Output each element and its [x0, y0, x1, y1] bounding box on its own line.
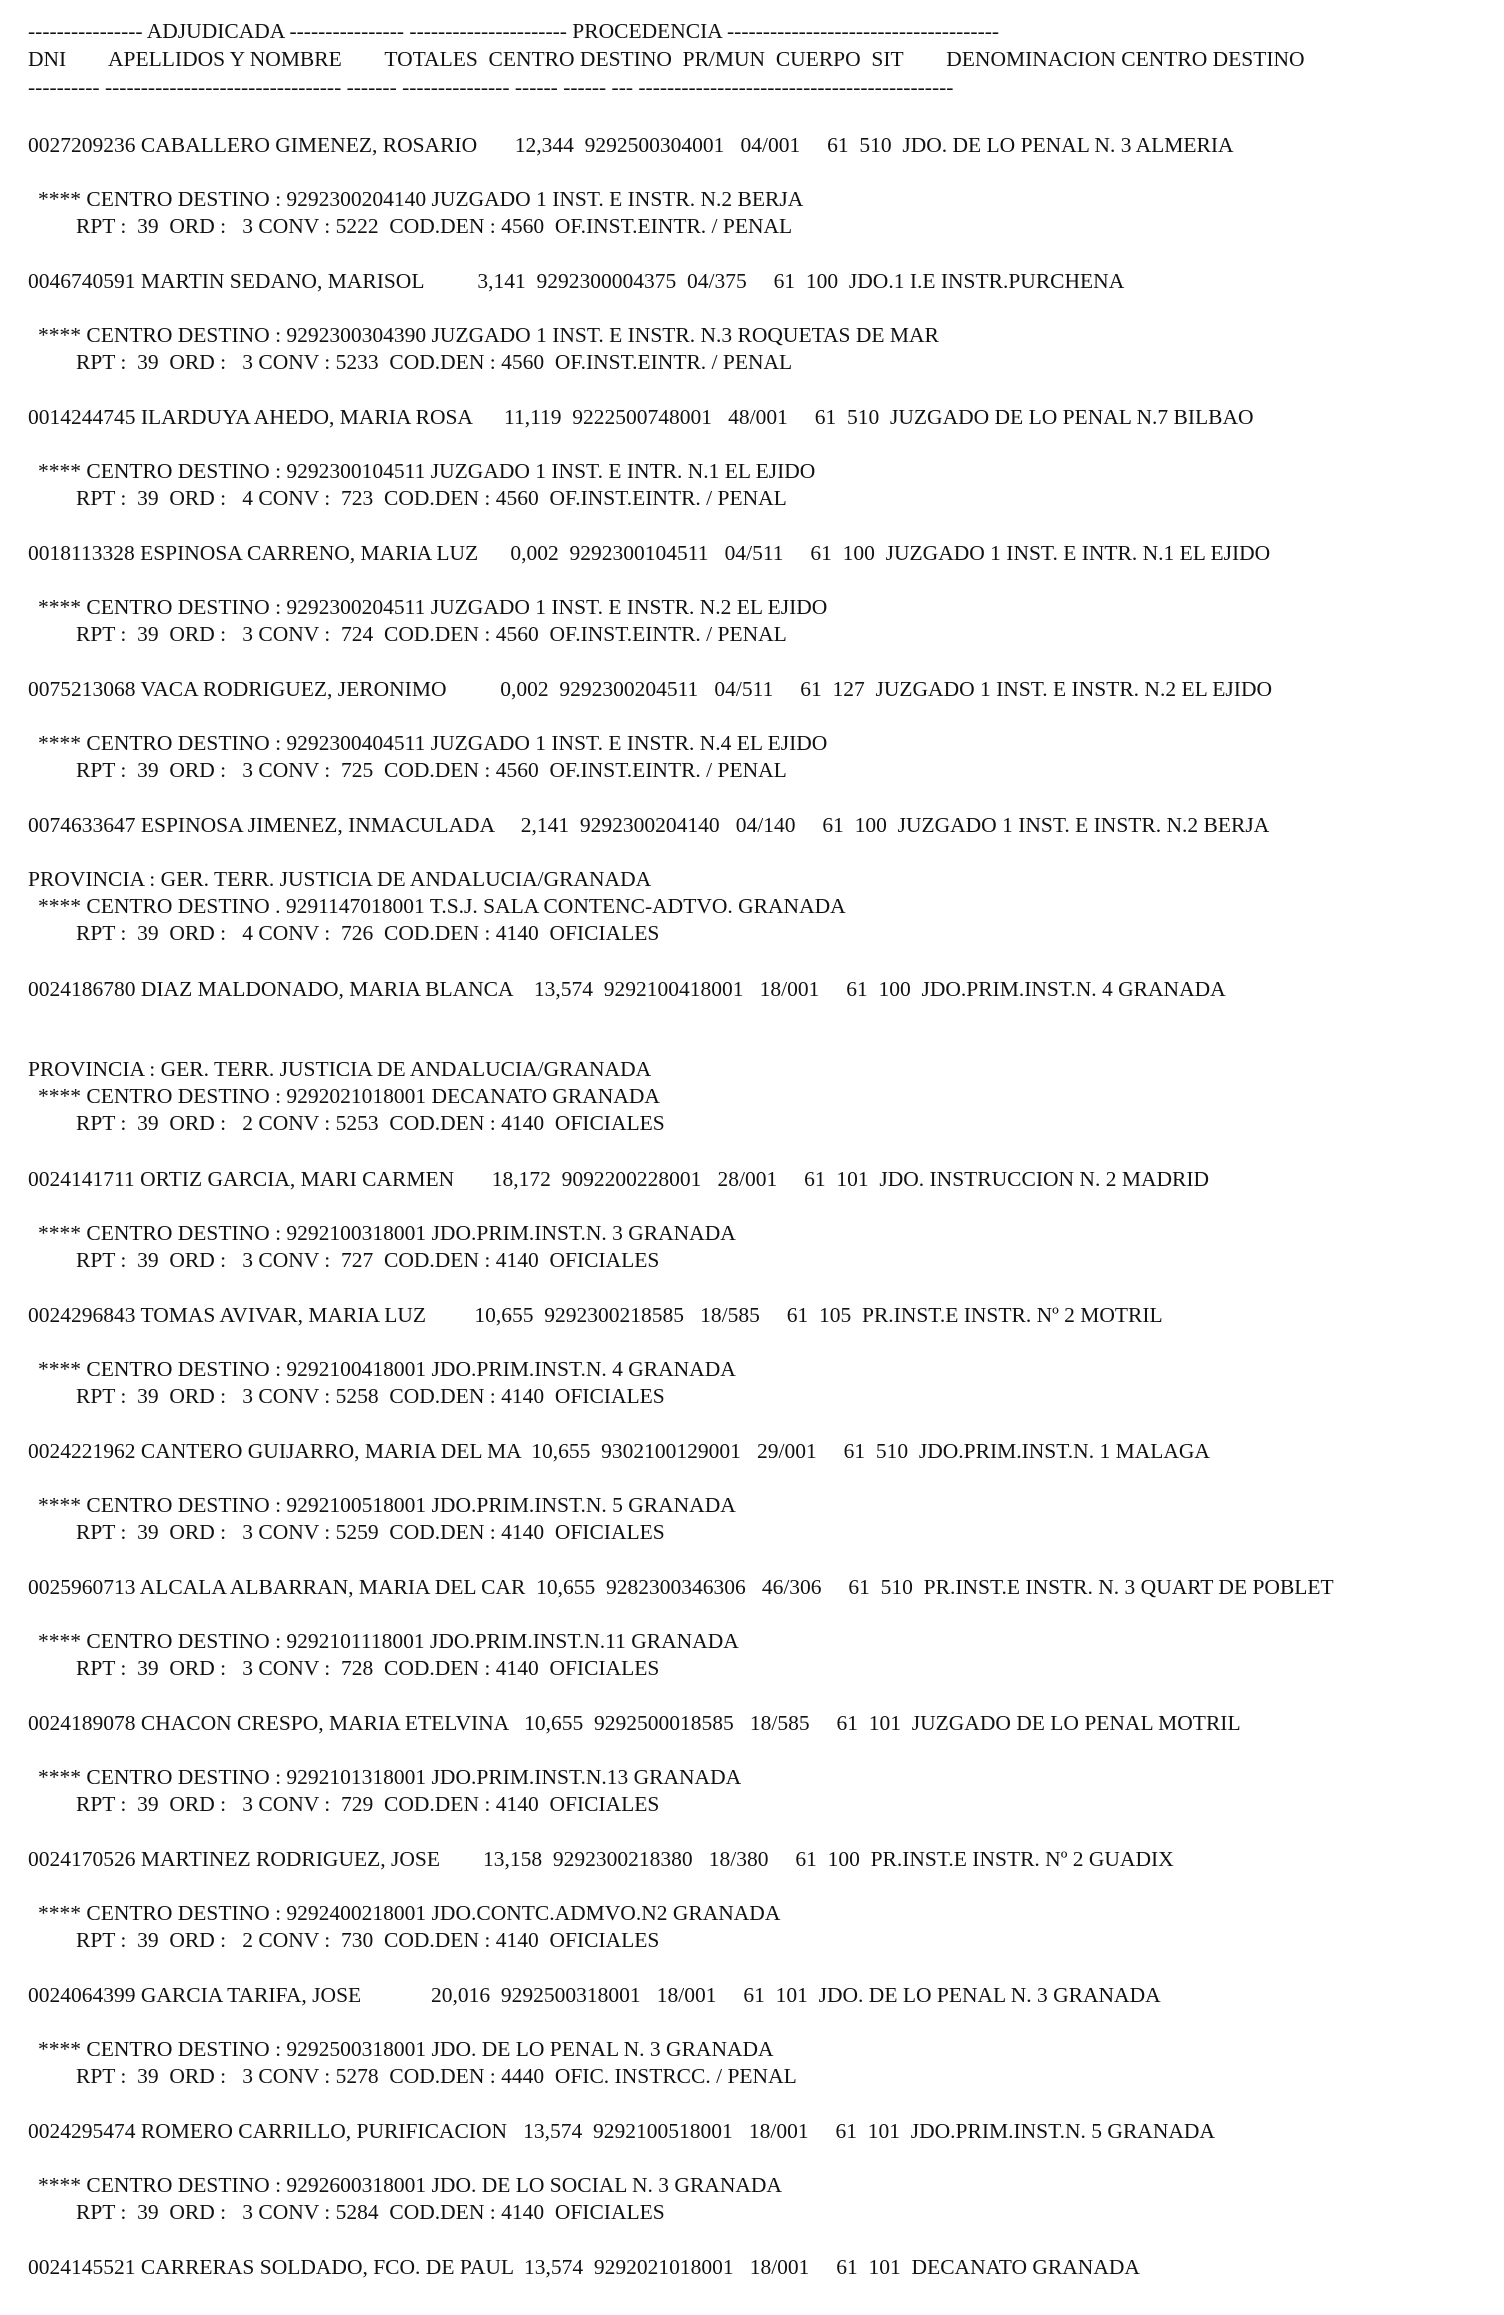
centro-destino-line: **** CENTRO DESTINO : 9292100418001 JDO.PRIM.INST.N. 4 GRANADA: [38, 1357, 736, 1381]
centro-destino-line: **** CENTRO DESTINO : 9292300104511 JUZGADO 1 INST. E INTR. N.1 EL EJIDO: [38, 459, 816, 483]
record-line: 0024170526 MARTINEZ RODRIGUEZ, JOSE 13,158 9292300218380 18/380 61 100 PR.INST.E INSTR. Nº 2 GUADIX: [28, 1847, 1174, 1871]
record-line: 0014244745 ILARDUYA AHEDO, MARIA ROSA 11,119 9222500748001 48/001 61 510 JUZGADO DE LO PENAL N.7 BILBAO: [28, 405, 1254, 429]
record-line: 0074633647 ESPINOSA JIMENEZ, INMACULADA 2,141 9292300204140 04/140 61 100 JUZGADO 1 INST. E INSTR. N.2 BERJA: [28, 813, 1270, 837]
centro-destino-line: **** CENTRO DESTINO : 9292021018001 DECANATO GRANADA: [38, 1084, 660, 1108]
record-line: 0024221962 CANTERO GUIJARRO, MARIA DEL MA 10,655 9302100129001 29/001 61 510 JDO.PRIM.INST.N. 1 MALAGA: [28, 1439, 1210, 1463]
centro-destino-line: **** CENTRO DESTINO : 9292400218001 JDO.CONTC.ADMVO.N2 GRANADA: [38, 1901, 781, 1925]
centro-destino-line: **** CENTRO DESTINO : 9292300204511 JUZGADO 1 INST. E INSTR. N.2 EL EJIDO: [38, 595, 828, 619]
centro-destino-line: **** CENTRO DESTINO : 9292101318001 JDO.PRIM.INST.N.13 GRANADA: [38, 1765, 742, 1789]
rpt-line: RPT : 39 ORD : 3 CONV : 728 COD.DEN : 4140 OFICIALES: [76, 1656, 660, 1680]
rpt-line: RPT : 39 ORD : 2 CONV : 5253 COD.DEN : 4140 OFICIALES: [76, 1111, 665, 1135]
record-line: 0027209236 CABALLERO GIMENEZ, ROSARIO 12,344 9292500304001 04/001 61 510 JDO. DE LO PENAL N. 3 ALMERIA: [28, 133, 1234, 157]
record-line: 0024189078 CHACON CRESPO, MARIA ETELVINA 10,655 9292500018585 18/585 61 101 JUZGADO DE LO PENAL MOTRIL: [28, 1711, 1241, 1735]
record-line: 0024296843 TOMAS AVIVAR, MARIA LUZ 10,655 9292300218585 18/585 61 105 PR.INST.E INSTR. Nº 2 MOTRIL: [28, 1303, 1163, 1327]
rpt-line: RPT : 39 ORD : 3 CONV : 5258 COD.DEN : 4140 OFICIALES: [76, 1384, 665, 1408]
centro-destino-line: **** CENTRO DESTINO . 9291147018001 T.S.J. SALA CONTENC-ADTVO. GRANADA: [38, 894, 846, 918]
header-rule-top: ---------------- ADJUDICADA ---------------- ---------------------- PROCEDENCIA --------------------------------------: [28, 19, 1000, 43]
rpt-line: RPT : 39 ORD : 2 CONV : 730 COD.DEN : 4140 OFICIALES: [76, 1928, 660, 1952]
rpt-line: RPT : 39 ORD : 3 CONV : 5284 COD.DEN : 4140 OFICIALES: [76, 2200, 665, 2224]
rpt-line: RPT : 39 ORD : 3 CONV : 729 COD.DEN : 4140 OFICIALES: [76, 1792, 660, 1816]
rpt-line: RPT : 39 ORD : 3 CONV : 5259 COD.DEN : 4140 OFICIALES: [76, 1520, 665, 1544]
record-line: 0075213068 VACA RODRIGUEZ, JERONIMO 0,002 9292300204511 04/511 61 127 JUZGADO 1 INST. E INSTR. N.2 EL EJIDO: [28, 677, 1273, 701]
rpt-line: RPT : 39 ORD : 3 CONV : 5233 COD.DEN : 4560 OF.INST.EINTR. / PENAL: [76, 350, 793, 374]
record-line: 0024141711 ORTIZ GARCIA, MARI CARMEN 18,172 9092200228001 28/001 61 101 JDO. INSTRUCCION N. 2 MADRID: [28, 1167, 1210, 1191]
centro-destino-line: **** CENTRO DESTINO : 9292100518001 JDO.PRIM.INST.N. 5 GRANADA: [38, 1493, 736, 1517]
provincia-line: PROVINCIA : GER. TERR. JUSTICIA DE ANDALUCIA/GRANADA: [28, 1057, 652, 1081]
rpt-line: RPT : 39 ORD : 4 CONV : 726 COD.DEN : 4140 OFICIALES: [76, 921, 660, 945]
record-line: 0025960713 ALCALA ALBARRAN, MARIA DEL CAR 10,655 9282300346306 46/306 61 510 PR.INST.E INSTR. N. 3 QUART DE POBLET: [28, 1575, 1334, 1599]
header-rule-bottom: ---------- --------------------------------- ------- --------------- ------ ------ --- --------------------------------------------: [28, 75, 954, 99]
centro-destino-line: **** CENTRO DESTINO : 9292101118001 JDO.PRIM.INST.N.11 GRANADA: [38, 1629, 739, 1653]
record-line: 0046740591 MARTIN SEDANO, MARISOL 3,141 9292300004375 04/375 61 100 JDO.1 I.E INSTR.PURCHENA: [28, 269, 1125, 293]
rpt-line: RPT : 39 ORD : 3 CONV : 724 COD.DEN : 4560 OF.INST.EINTR. / PENAL: [76, 622, 787, 646]
rpt-line: RPT : 39 ORD : 4 CONV : 723 COD.DEN : 4560 OF.INST.EINTR. / PENAL: [76, 486, 787, 510]
centro-destino-line: **** CENTRO DESTINO : 9292300204140 JUZGADO 1 INST. E INSTR. N.2 BERJA: [38, 187, 804, 211]
centro-destino-line: **** CENTRO DESTINO : 9292600318001 JDO. DE LO SOCIAL N. 3 GRANADA: [38, 2173, 782, 2197]
rpt-line: RPT : 39 ORD : 3 CONV : 5222 COD.DEN : 4560 OF.INST.EINTR. / PENAL: [76, 214, 793, 238]
record-line: 0024186780 DIAZ MALDONADO, MARIA BLANCA 13,574 9292100418001 18/001 61 100 JDO.PRIM.INST.N. 4 GRANADA: [28, 977, 1226, 1001]
record-line: 0024064399 GARCIA TARIFA, JOSE 20,016 9292500318001 18/001 61 101 JDO. DE LO PENAL N. 3 GRANADA: [28, 1983, 1161, 2007]
rpt-line: RPT : 39 ORD : 3 CONV : 725 COD.DEN : 4560 OF.INST.EINTR. / PENAL: [76, 758, 787, 782]
centro-destino-line: **** CENTRO DESTINO : 9292100318001 JDO.PRIM.INST.N. 3 GRANADA: [38, 1221, 736, 1245]
record-line: 0024295474 ROMERO CARRILLO, PURIFICACION 13,574 9292100518001 18/001 61 101 JDO.PRIM.INST.N. 5 GRANADA: [28, 2119, 1215, 2143]
centro-destino-line: **** CENTRO DESTINO : 9292300304390 JUZGADO 1 INST. E INSTR. N.3 ROQUETAS DE MAR: [38, 323, 939, 347]
centro-destino-line: **** CENTRO DESTINO : 9292500318001 JDO. DE LO PENAL N. 3 GRANADA: [38, 2037, 774, 2061]
rpt-line: RPT : 39 ORD : 3 CONV : 727 COD.DEN : 4140 OFICIALES: [76, 1248, 660, 1272]
record-line: 0018113328 ESPINOSA CARRENO, MARIA LUZ 0,002 9292300104511 04/511 61 100 JUZGADO 1 INST. E INTR. N.1 EL EJIDO: [28, 541, 1271, 565]
record-line: 0024145521 CARRERAS SOLDADO, FCO. DE PAUL 13,574 9292021018001 18/001 61 101 DECANATO GRANADA: [28, 2255, 1140, 2279]
provincia-line: PROVINCIA : GER. TERR. JUSTICIA DE ANDALUCIA/GRANADA: [28, 867, 652, 891]
rpt-line: RPT : 39 ORD : 3 CONV : 5278 COD.DEN : 4440 OFIC. INSTRCC. / PENAL: [76, 2064, 797, 2088]
header-columns: DNI APELLIDOS Y NOMBRE TOTALES CENTRO DESTINO PR/MUN CUERPO SIT DENOMINACION CENTRO DESTINO: [28, 47, 1305, 71]
centro-destino-line: **** CENTRO DESTINO : 9292300404511 JUZGADO 1 INST. E INSTR. N.4 EL EJIDO: [38, 731, 828, 755]
